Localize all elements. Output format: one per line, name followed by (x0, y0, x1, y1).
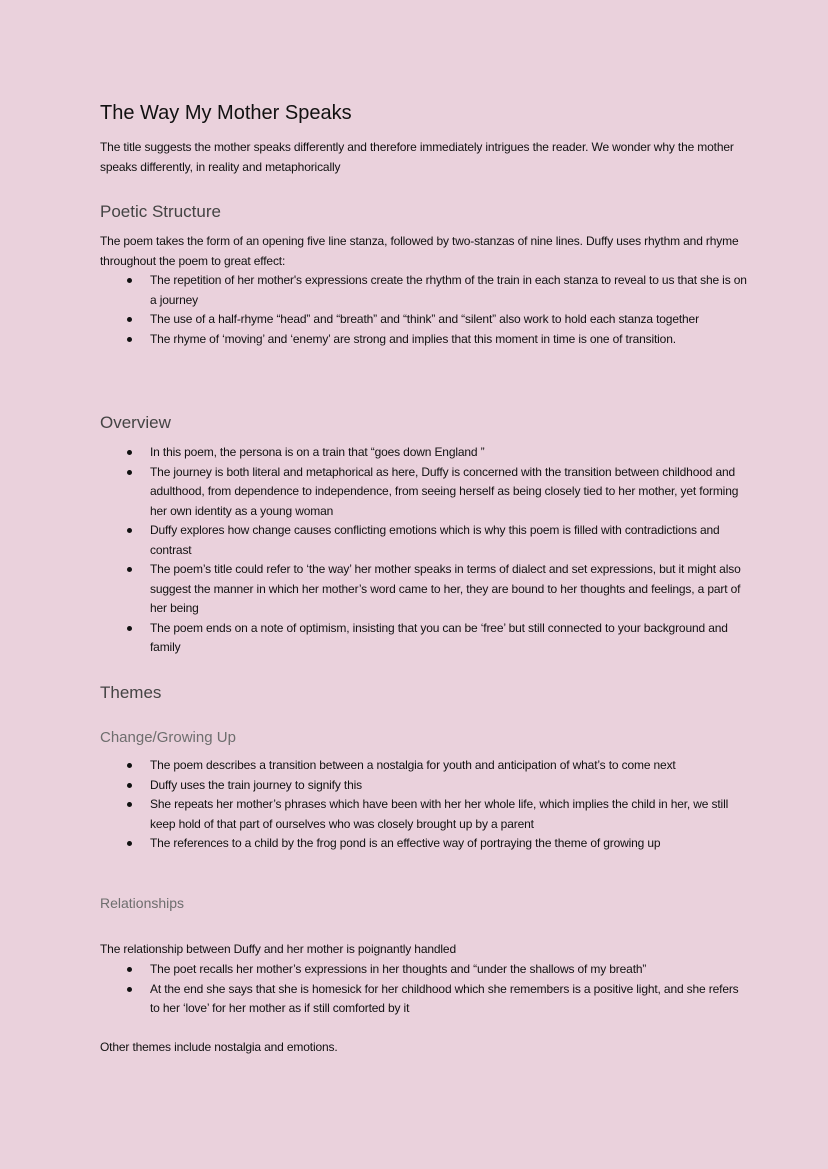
list-item (100, 834, 750, 854)
bullet-icon (127, 841, 132, 846)
list-item-text: The poem’s title could refer to ‘the way’ her mother speaks in terms of dialect and set expressions, but it might also suggest the manner in which her mother’s word came to her, they are bound to her thoughts and feelings, a part of her being (150, 562, 741, 615)
list-item-text: The use of a half-rhyme “head” and “breath” and “think” and “silent” also work to hold each stanza together (150, 312, 699, 326)
bullet-icon (127, 802, 132, 807)
list-item (100, 443, 750, 463)
heading-poetic-structure: Poetic Structure (100, 202, 221, 221)
list-item (100, 560, 750, 619)
bullet-icon (127, 783, 132, 788)
bullet-icon (127, 967, 132, 972)
heading-themes: Themes (100, 683, 162, 702)
intro-paragraph: The title suggests the mother speaks differently and therefore immediately intrigues the reader. We wonder why the mother speaks differently, in reality and metaphorically (100, 140, 734, 174)
list-item (100, 980, 750, 1019)
heading-change-growing-up: Change/Growing Up (100, 729, 236, 746)
list-item (100, 776, 750, 796)
list-item (100, 330, 750, 350)
heading-relationships: Relationships (100, 895, 185, 911)
list-item-text: At the end she says that she is homesick for her childhood which she remembers is a positive light, and she refers to her ‘love’ for her mother as if still comforted by it (150, 981, 739, 1015)
bullet-icon (127, 528, 132, 533)
list-item-text: The poet recalls her mother’s expressions in her thoughts and “under the shallows of my breath” (150, 962, 647, 976)
heading-overview: Overview (100, 413, 171, 432)
list-item (100, 795, 750, 834)
bullet-icon (127, 763, 132, 768)
bullet-icon (127, 317, 132, 322)
list-item-text: The poem describes a transition between a nostalgia for youth and anticipation of what’s to come next (150, 758, 676, 772)
poetic-structure-list (100, 271, 750, 349)
bullet-icon (127, 450, 132, 455)
list-item (100, 521, 750, 560)
overview-list (100, 443, 750, 658)
list-item (100, 271, 750, 310)
list-item (100, 463, 750, 522)
list-item-text: The rhyme of ‘moving’ and ‘enemy’ are strong and implies that this moment in time is one of transition. (150, 331, 676, 346)
list-item (100, 960, 750, 980)
change-list (100, 756, 750, 854)
bullet-icon (127, 470, 132, 475)
list-item (100, 310, 750, 330)
list-item-text: Duffy explores how change causes conflicting emotions which is why this poem is filled with contradictions and contrast (150, 523, 720, 557)
bullet-icon (127, 278, 132, 283)
list-item-text: The references to a child by the frog pond is an effective way of portraying the theme of growing up (150, 836, 661, 850)
bullet-icon (127, 567, 132, 572)
list-item-text: Duffy uses the train journey to signify this (150, 777, 362, 792)
list-item-text: The repetition of her mother's expressions create the rhythm of the train in each stanza to reveal to us that she is on a journey (150, 273, 747, 307)
relationships-list (100, 960, 750, 1019)
list-item-text: The poem ends on a note of optimism, insisting that you can be ‘free’ but still connected to your background and family (150, 620, 728, 654)
bullet-icon (127, 626, 132, 631)
other-themes-paragraph: Other themes include nostalgia and emotions. (100, 1040, 338, 1054)
list-item-text: In this poem, the persona is on a train that “goes down England ” (150, 445, 485, 459)
document-title: The Way My Mother Speaks (100, 102, 352, 124)
list-item (100, 619, 750, 658)
list-item-text: She repeats her mother’s phrases which have been with her her whole life, which implies the child in her, we still keep hold of that part of ourselves who was closely brought up by a parent (150, 797, 729, 831)
bullet-icon (127, 337, 132, 342)
list-item-text: The journey is both literal and metaphorical as here, Duffy is concerned with the transition between childhood and adulthood, from dependence to independence, from seeing herself as being closely tied to her mother, yet forming her own identity as a young woman (150, 464, 739, 518)
poetic-structure-paragraph: The poem takes the form of an opening five line stanza, followed by two-stanzas of nine lines. Duffy uses rhythm and rhyme throughout the poem to great effect: (100, 234, 739, 268)
relationships-paragraph: The relationship between Duffy and her mother is poignantly handled (100, 942, 456, 956)
bullet-icon (127, 987, 132, 992)
list-item (100, 756, 750, 776)
